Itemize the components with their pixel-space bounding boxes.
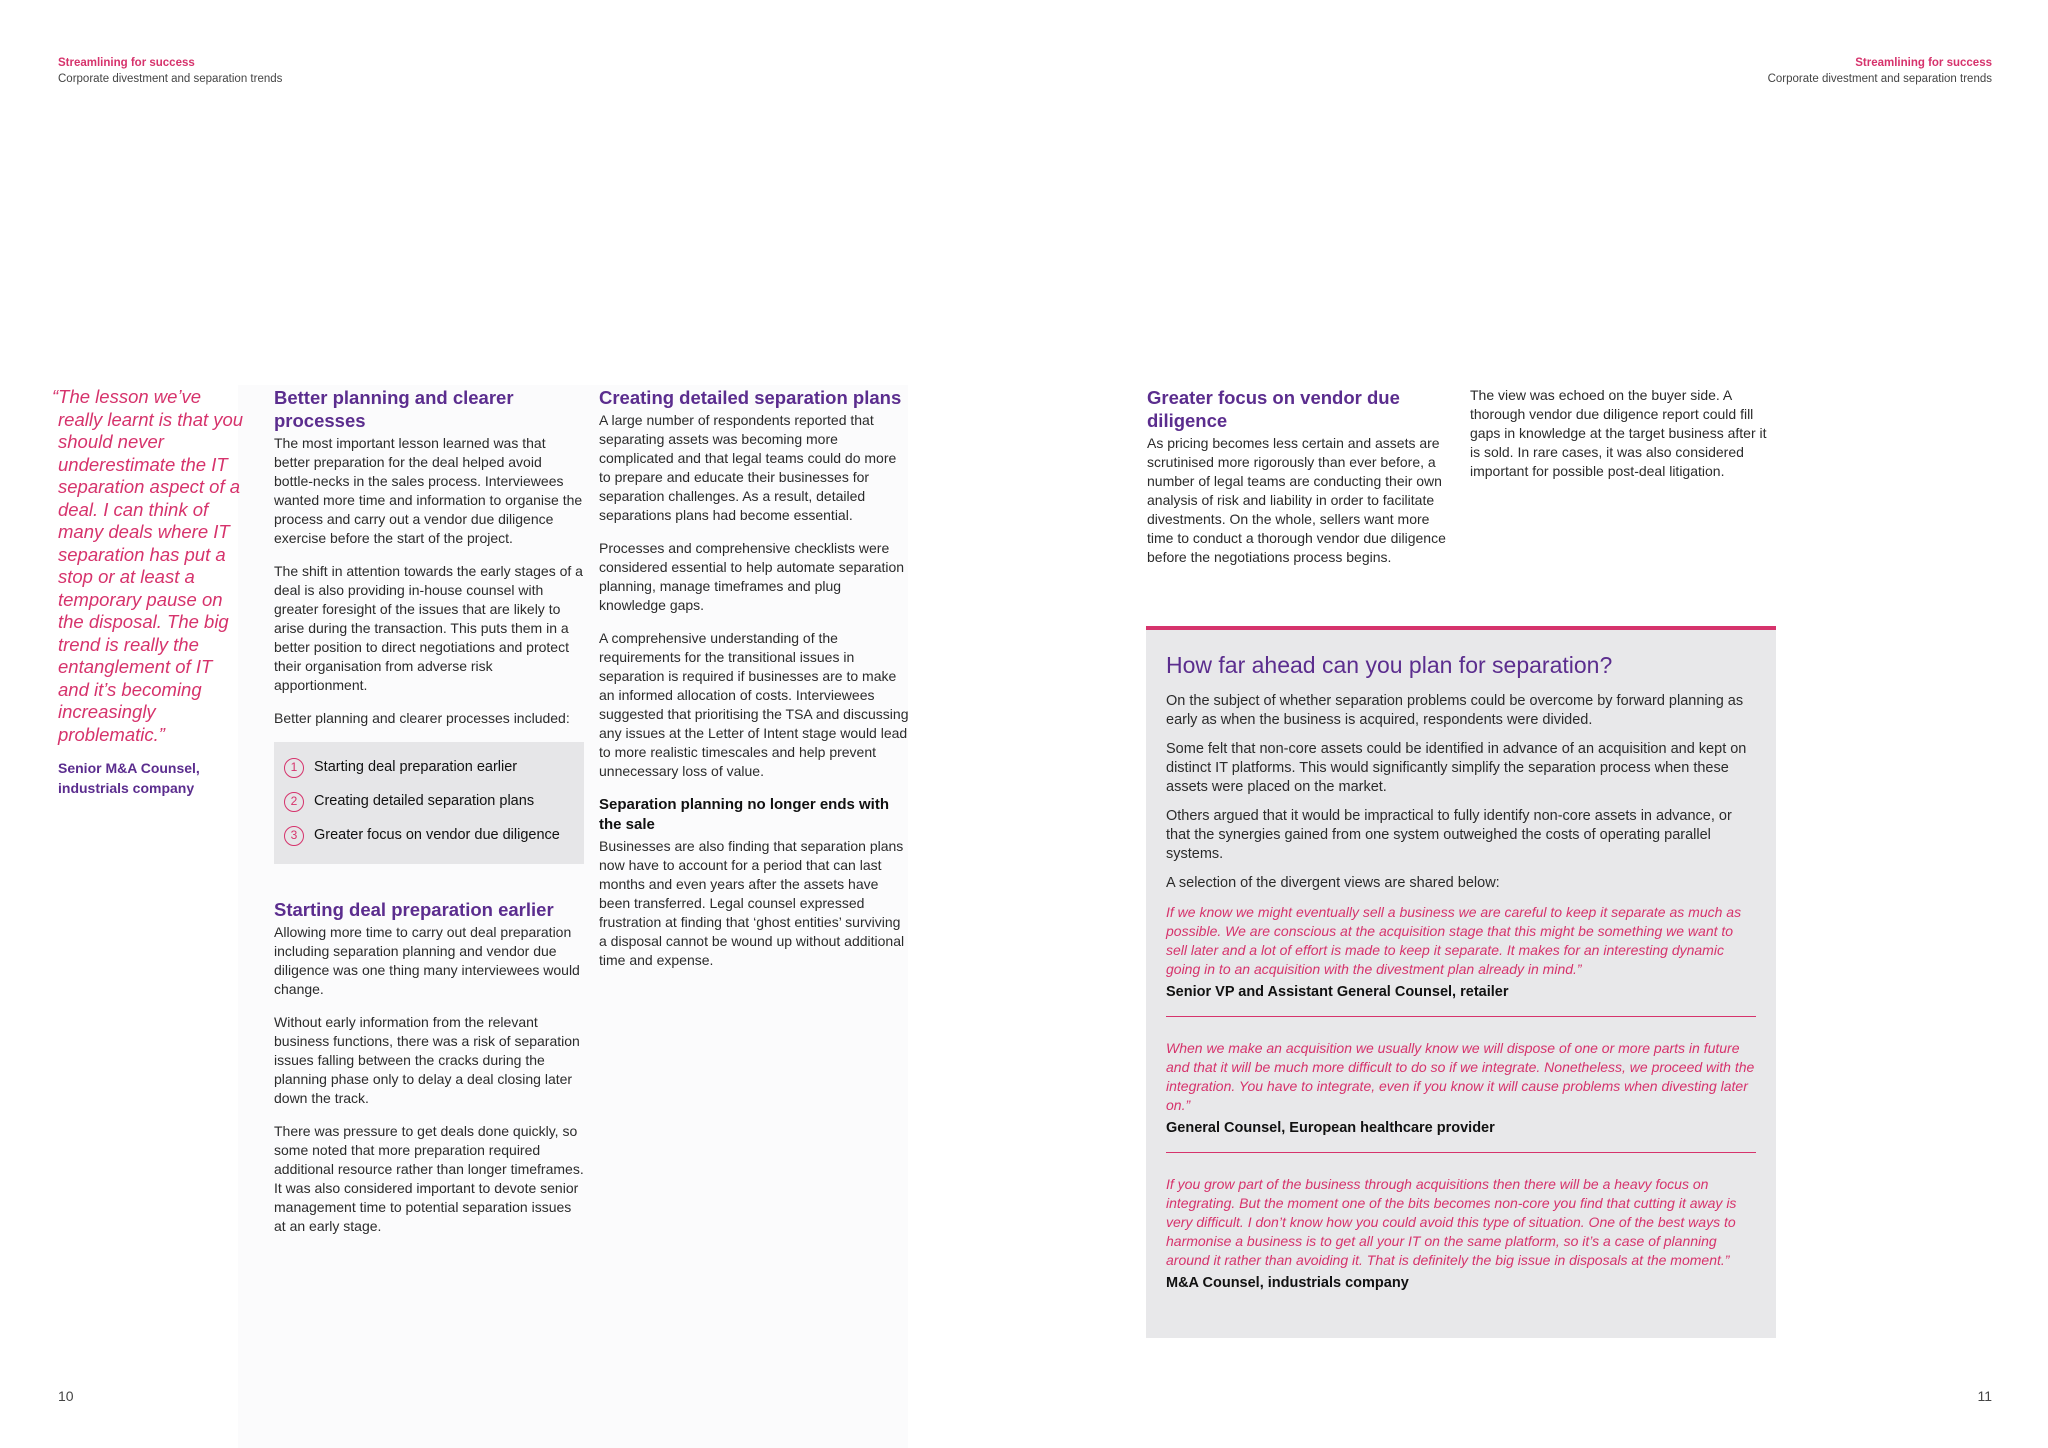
list-item-text: Starting deal preparation earlier bbox=[314, 759, 518, 775]
separation-panel bbox=[1146, 626, 1776, 1338]
column-better-planning bbox=[274, 386, 584, 1250]
column-buyer-side bbox=[1470, 386, 1770, 495]
number-circle-icon: 3 bbox=[284, 826, 304, 846]
paragraph: There was pressure to get deals done quickly, so some noted that more preparation required additional resource rather than longer timeframes. It was also considered important to devote senior management time to potential separation issues at an early stage. bbox=[274, 1123, 584, 1234]
section-heading: Starting deal preparation earlier bbox=[274, 899, 554, 920]
list-item-text: Creating detailed separation plans bbox=[314, 793, 535, 809]
page-number-left: 10 bbox=[58, 1388, 74, 1404]
paragraph: Others argued that it would be impractical to fully identify non-core assets in advance, or that the synergies gained from one system outweighed the costs of operating parallel systems. bbox=[1166, 808, 1732, 862]
paragraph: A comprehensive understanding of the requirements for the transitional issues in separation is required if businesses are to make an informed allocation of costs. Interviewees suggested that prioritising the TSA and discussing any issues at the Letter of Intent stage would lead to more realistic timescales and help prevent unnecessary loss of value. bbox=[599, 630, 909, 779]
section-heading: Better planning and clearer processes bbox=[274, 387, 514, 431]
panel-quote-attribution: Senior VP and Assistant General Counsel, retailer bbox=[1166, 984, 1509, 1000]
paragraph: A large number of respondents reported that separating assets was becoming more complicated and that legal teams could do more to prepare and educate their businesses for separation challenges. As a result, detailed separations plans had become essential. bbox=[599, 412, 897, 523]
sub-heading: Separation planning no longer ends with the sale bbox=[599, 796, 890, 833]
paragraph: The most important lesson learned was that better preparation for the deal helped avoid bottle-necks in the sales process. Interviewees wanted more time and information to organise the process and carry out a vendor due diligence exercise before the start of the project. bbox=[274, 435, 583, 546]
paragraph: As pricing becomes less certain and assets are scrutinised more rigorously than ever before, a number of legal teams are conducting their own analysis of risk and liability in order to facilitate divestments. On the whole, sellers want more time to conduct a thorough vendor due diligence before the negotiations process begins. bbox=[1147, 435, 1446, 565]
section-heading: Greater focus on vendor due diligence bbox=[1147, 387, 1400, 431]
header-right-subtitle: Corporate divestment and separation trends bbox=[1767, 73, 1992, 85]
panel-title: How far ahead can you plan for separation? bbox=[1166, 652, 1613, 678]
paragraph: On the subject of whether separation problems could be overcome by forward planning as early as when the business is acquired, respondents were divided. bbox=[1166, 693, 1744, 728]
paragraph: Allowing more time to carry out deal preparation including separation planning and vendor due diligence was one thing many interviewees would change. bbox=[274, 924, 580, 997]
column-separation-plans bbox=[599, 386, 909, 984]
panel-quote-text: If we know we might eventually sell a business we are careful to keep it separate as much as possible. We are conscious at the acquisition stage that this might be something we want to sell later and a lot of effort is made to keep it separate. It makes for an interesting dynamic going in to an acquisition with the divestment plan already in mind.” bbox=[1166, 904, 1742, 977]
pull-quote-text: “The lesson we’ve really learnt is that you should never underestimate the IT separation aspect of a deal. I can think of many deals where IT separation has put a stop or at least a temporary pause on the disposal. The big trend is really the entanglement of IT and it’s becoming increasingly problematic.” bbox=[52, 386, 244, 745]
panel-quote-attribution: General Counsel, European healthcare provider bbox=[1166, 1120, 1495, 1136]
divider bbox=[1166, 1152, 1756, 1153]
list-item bbox=[284, 758, 574, 778]
paragraph: Without early information from the relevant business functions, there was a risk of separation issues falling between the cracks during the planning phase only to delay a deal closing later down the track. bbox=[274, 1014, 580, 1106]
list-item bbox=[284, 826, 574, 846]
pull-quote-attribution: Senior M&A Counsel, industrials company bbox=[58, 760, 200, 796]
list-item-text: Greater focus on vendor due diligence bbox=[314, 827, 560, 843]
paragraph: Businesses are also finding that separation plans now have to account for a period that can last months and even years after the assets have been transferred. Legal counsel expressed frustration at finding that ‘ghost entities’ surviving a disposal cannot be wound up without additional time and expense. bbox=[599, 838, 905, 968]
paragraph: Some felt that non-core assets could be identified in advance of an acquisition and kept on distinct IT platforms. This would significantly simplify the separation process when these assets were placed on the market. bbox=[1166, 741, 1747, 795]
numbered-list-box bbox=[274, 742, 584, 864]
section-heading: Creating detailed separation plans bbox=[599, 387, 902, 408]
panel-quote-text: When we make an acquisition we usually know we will dispose of one or more parts in future and that it will be much more difficult to do so if we integrate. Nonetheless, we proceed with the integration. You have to integrate, even if you know it will cause problems when divesting later on.” bbox=[1166, 1040, 1755, 1113]
list-item bbox=[284, 792, 574, 812]
page-number-right: 11 bbox=[1977, 1388, 1992, 1404]
divider bbox=[1166, 1016, 1756, 1017]
panel-quote-attribution: M&A Counsel, industrials company bbox=[1166, 1275, 1409, 1291]
paragraph: The shift in attention towards the early stages of a deal is also providing in-house counsel with greater foresight of the issues that are likely to arise during the transaction. This puts them in a better position to direct negotiations and protect their organisation from adverse risk apportionment. bbox=[274, 563, 583, 693]
panel-quote bbox=[1166, 903, 1756, 1002]
paragraph: Processes and comprehensive checklists were considered essential to help automate separation planning, manage timeframes and plug knowledge gaps. bbox=[599, 540, 905, 613]
header-right bbox=[1768, 55, 1992, 87]
header-right-title: Streamlining for success bbox=[1855, 57, 1992, 69]
pull-quote bbox=[52, 386, 247, 798]
panel-quote bbox=[1166, 1175, 1756, 1293]
header-left-subtitle: Corporate divestment and separation trends bbox=[58, 73, 283, 85]
header-left bbox=[58, 55, 282, 87]
panel-quote bbox=[1166, 1039, 1756, 1138]
number-circle-icon: 1 bbox=[284, 758, 304, 778]
panel-quote-text: If you grow part of the business through acquisitions then there will be a heavy focus on integrating. But the moment one of the bits becomes non-core you find that cutting it away is very difficult. I don’t know how you could avoid this type of situation. One of the best ways to harmonise a business is to get all your IT on the same platform, so it’s a case of planning around it rather than avoiding it. That is definitely the big issue in disposals at the moment.” bbox=[1166, 1176, 1737, 1268]
paragraph: The view was echoed on the buyer side. A thorough vendor due diligence report could fill gaps in knowledge at the target business after it is sold. In rare cases, it was also considered important for possible post-deal litigation. bbox=[1470, 387, 1767, 479]
column-vendor-due-diligence bbox=[1147, 386, 1447, 581]
header-left-title: Streamlining for success bbox=[58, 57, 195, 69]
paragraph: A selection of the divergent views are shared below: bbox=[1166, 875, 1500, 891]
number-circle-icon: 2 bbox=[284, 792, 304, 812]
paragraph: Better planning and clearer processes included: bbox=[274, 710, 570, 726]
